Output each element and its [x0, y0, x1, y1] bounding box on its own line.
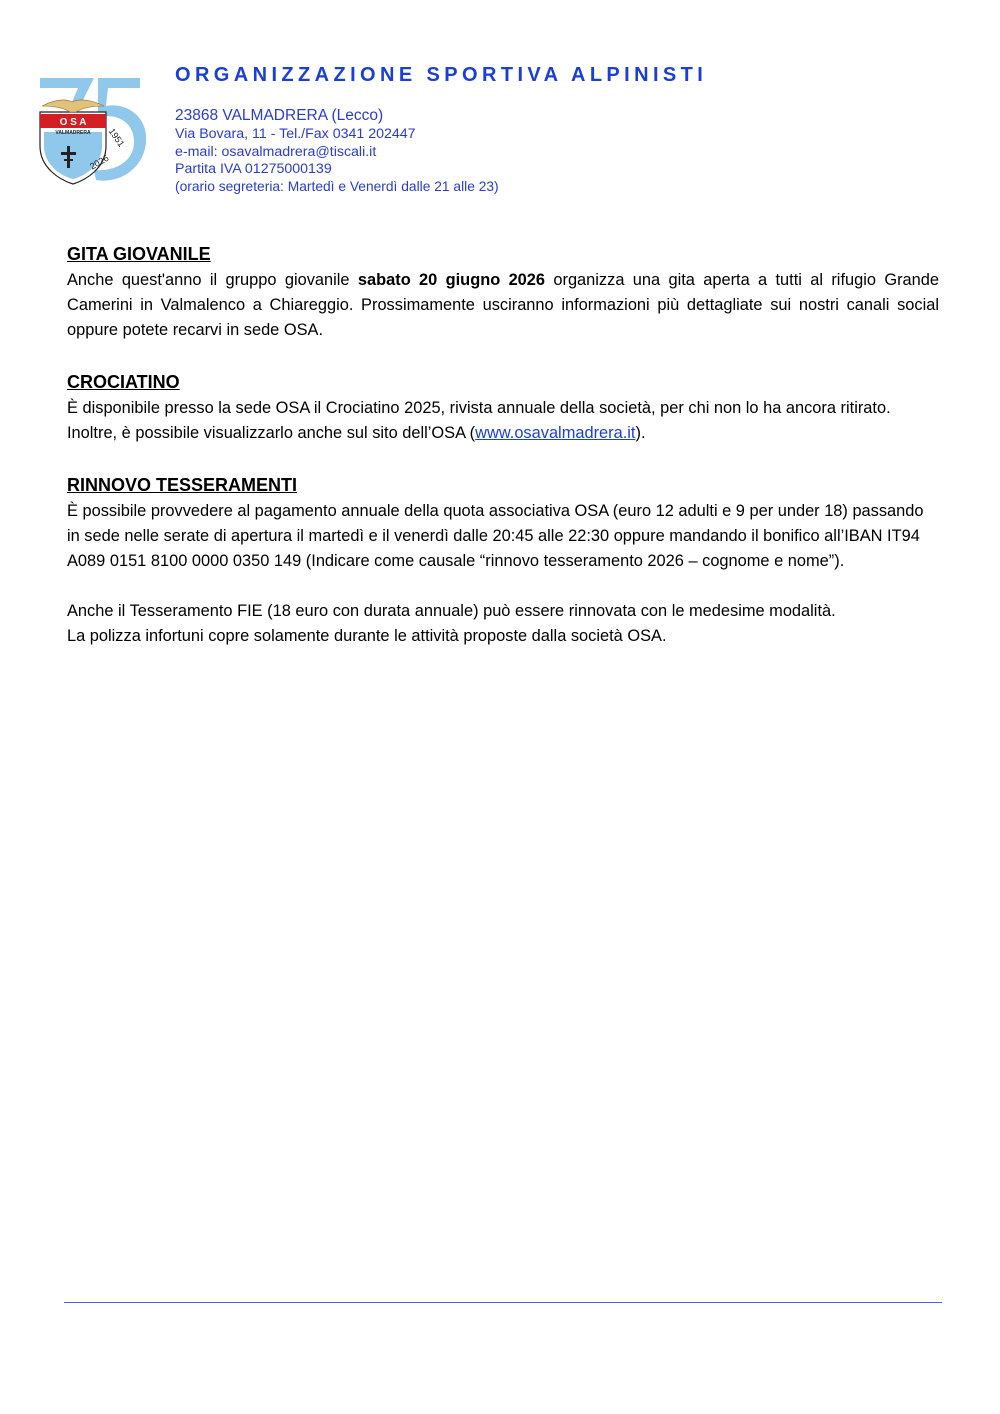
- contact-block: [175, 107, 499, 195]
- section-gita-giovanile: [67, 240, 939, 343]
- address-street: Via Bovara, 11 - Tel./Fax 0341 202447: [175, 126, 416, 143]
- logo-badge-text: O S A: [59, 117, 87, 128]
- event-date: sabato 20 giugno 2026: [357, 271, 546, 289]
- section-crociatino: [67, 368, 939, 446]
- logo-eagle-shape: [42, 100, 104, 112]
- text-run: È disponibile presso la sede OSA il Crociatino 2025, rivista annuale della società, per chi non lo ha ancora ritirato. Inoltre, è possibile visualizzarlo anche sul sito dell’OSA (: [67, 399, 891, 442]
- logo-year-end: 2026: [88, 152, 111, 172]
- section-heading: GITA GIOVANILE: [67, 244, 211, 264]
- document-body: [67, 240, 939, 674]
- section-paragraph: È possibile provvedere al pagamento annuale della quota associativa OSA (euro 12 adulti e 9 per under 18) passando in sede nelle serate di apertura il martedì e il venerdì dalle 20:45 alle 22:30 oppure mandando il bonifico all’IBAN IT94 A089 0151 8100 0000 0350 149 (Indicare come causale “rinnovo tesseramento 2026 – cognome e nome”).: [67, 502, 924, 570]
- section-heading: CROCIATINO: [67, 372, 180, 392]
- address-city: 23868 VALMADRERA (Lecco): [175, 107, 384, 124]
- text-run: organizza una gita aperta a tutti al rifugio Grande Camerini in Valmalenco a Chiareggio. Prossimamente usciranno informazioni più dettagliate sui nostri canali social oppure potete recarvi in sede OSA.: [67, 271, 939, 339]
- logo-seven-shape: [40, 78, 94, 102]
- email-line: e-mail: osavalmadrera@tiscali.it: [175, 143, 377, 160]
- section-paragraph: [67, 396, 939, 446]
- website-link[interactable]: www.osavalmadrera.it: [475, 424, 636, 442]
- section-fie: [67, 599, 939, 649]
- text-run: Anche quest'anno il gruppo giovanile: [67, 271, 358, 289]
- osa-logo: [36, 72, 152, 186]
- logo-badge-subtext: VALMADRERA: [55, 130, 91, 136]
- organization-title: ORGANIZZAZIONE SPORTIVA ALPINISTI: [175, 64, 708, 86]
- vat-number: Partita IVA 01275000139: [175, 160, 332, 177]
- insurance-paragraph: La polizza infortuni copre solamente durante le attività proposte dalla società OSA.: [67, 627, 667, 645]
- section-rinnovo-tesseramenti: [67, 471, 939, 574]
- section-heading: RINNOVO TESSERAMENTI: [67, 475, 298, 495]
- logo-year-start: 1951: [106, 126, 127, 149]
- fie-paragraph: Anche il Tesseramento FIE (18 euro con durata annuale) può essere rinnovata con le medesime modalità.: [67, 602, 836, 620]
- text-run: ).: [635, 424, 646, 442]
- office-hours: (orario segreteria: Martedì e Venerdì dalle 21 alle 23): [175, 179, 499, 195]
- footer-divider: [64, 1302, 942, 1303]
- section-paragraph: [67, 268, 939, 343]
